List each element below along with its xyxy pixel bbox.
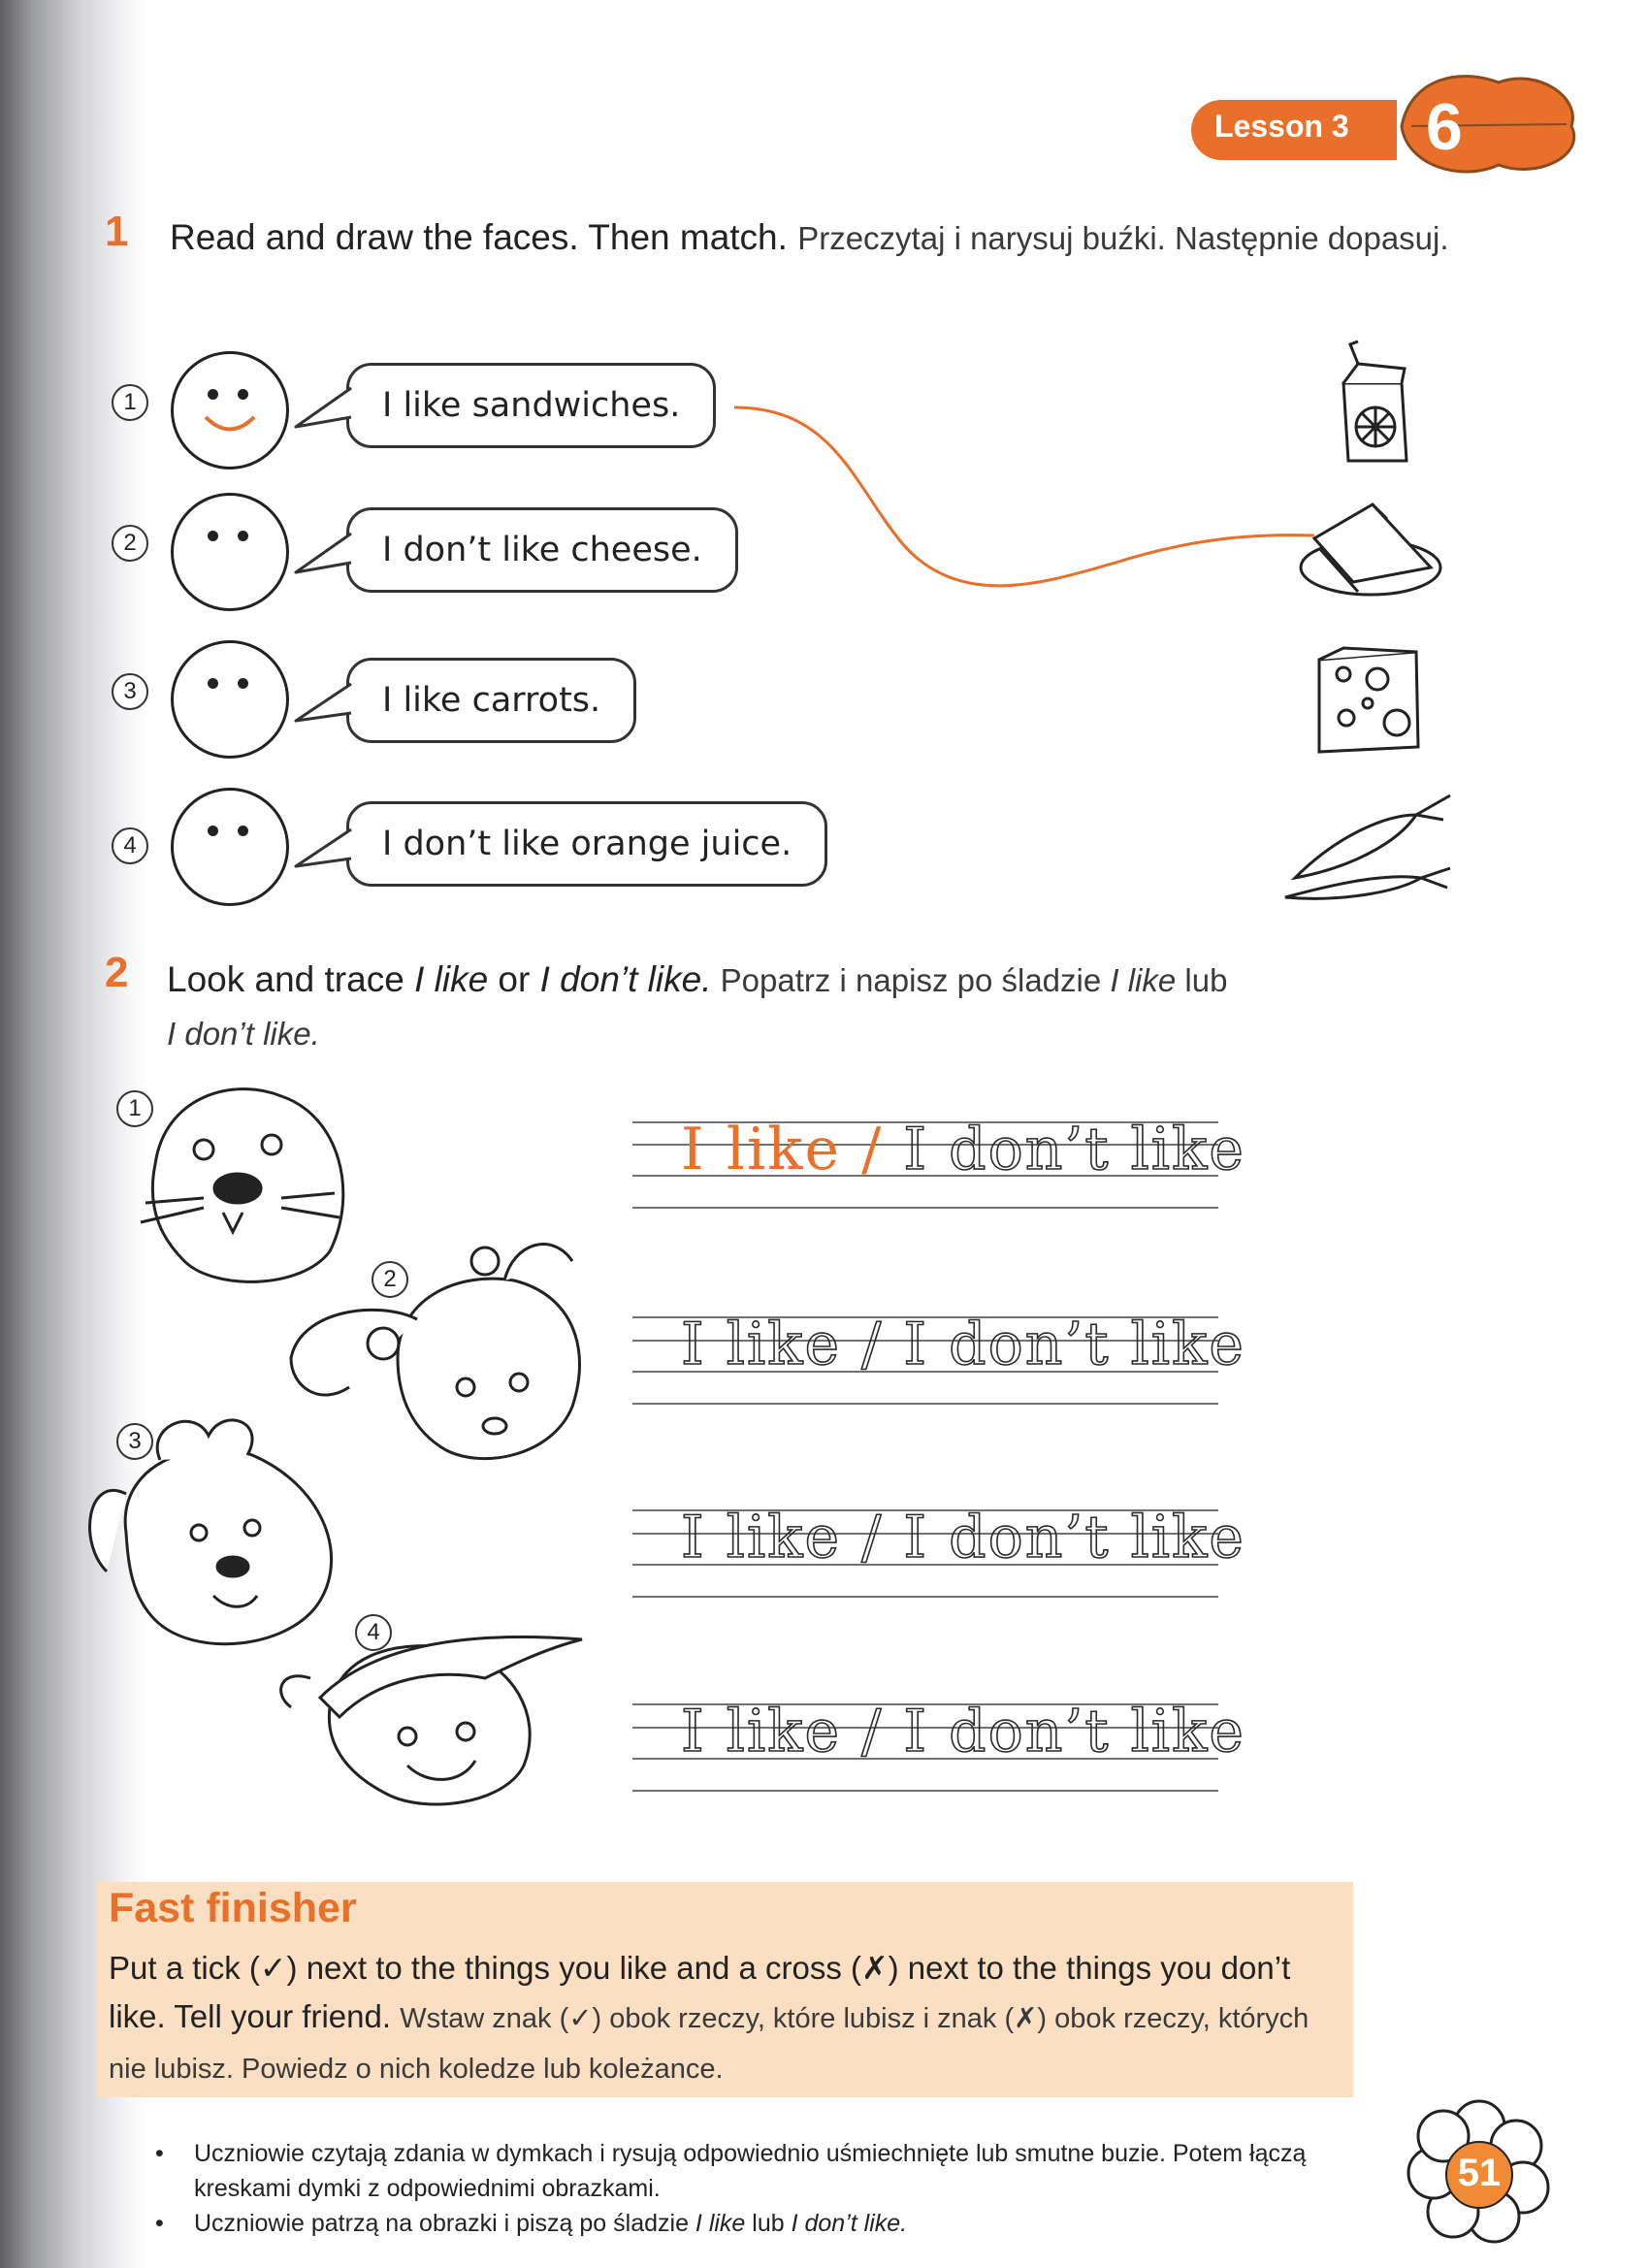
item-number: 3 <box>112 673 148 710</box>
trace-dontlike: I don’t like <box>903 1116 1245 1183</box>
trace-separator: / <box>841 1311 904 1378</box>
teacher-note-text: Uczniowie patrzą na obrazki i piszą po śladzie <box>194 2210 695 2237</box>
trace-like: I like <box>681 1504 842 1571</box>
item-number: 2 <box>372 1261 408 1298</box>
item-number: 3 <box>116 1423 153 1460</box>
teacher-note-text: lub <box>745 2210 792 2237</box>
exercise-number: 1 <box>105 208 129 255</box>
item-number: 4 <box>355 1614 392 1651</box>
instruction-pl-part: Popatrz i napisz po śladzie <box>711 962 1111 998</box>
trace-separator: / <box>841 1116 904 1183</box>
speech-bubble[interactable]: I like carrots. <box>346 658 636 743</box>
trace-like: I like <box>681 1311 842 1378</box>
instruction-en-italic: I don’t like. <box>539 959 712 999</box>
trace-dontlike: I don’t like <box>903 1504 1245 1571</box>
unit-number: 6 <box>1426 90 1463 164</box>
fast-finisher-pl: Wstaw znak (✓) obok rzeczy, które lubisz i znak (✗) obok rzeczy, których nie lubisz. Powiedz o nich koledze lub koleżance. <box>109 2003 1310 2085</box>
bullet-icon: • <box>155 2210 164 2237</box>
page-number: 51 <box>1457 2152 1502 2194</box>
lesson-label: Lesson 3 <box>1214 109 1349 144</box>
instruction-pl: Przeczytaj i narysuj buźki. Następnie dopasuj. <box>797 220 1449 256</box>
trace-dontlike: I don’t like <box>903 1311 1245 1378</box>
instruction-en-italic: I like <box>414 959 489 999</box>
teacher-note-italic: I don’t like. <box>791 2210 908 2237</box>
instruction-pl-italic: I don’t like. <box>167 1016 320 1052</box>
trace-separator: / <box>841 1698 904 1766</box>
trace-dontlike: I don’t like <box>903 1698 1245 1766</box>
trace-separator: / <box>841 1504 904 1571</box>
item-number: 1 <box>112 384 148 421</box>
exercise-number: 2 <box>105 949 129 996</box>
bullet-icon: • <box>155 2140 164 2167</box>
traced-like: I like <box>681 1116 842 1183</box>
speech-bubble[interactable]: I don’t like cheese. <box>346 507 738 593</box>
instruction-en-part: Look and trace <box>167 959 415 999</box>
teacher-note-italic: I like <box>695 2210 746 2237</box>
instruction-pl-part: lub <box>1176 962 1228 998</box>
instruction-en: Read and draw the faces. Then match. <box>170 217 788 257</box>
instruction-en-part: or <box>488 959 540 999</box>
teacher-note-text: Uczniowie czytają zdania w dymkach i rysują odpowiednio uśmiechnięte lub smutne buzie. Potem łączą kreskami dymki z odpowiednimi obrazkami. <box>194 2140 1307 2202</box>
fast-finisher-title: Fast finisher <box>109 1885 357 1931</box>
item-number: 4 <box>112 827 148 864</box>
item-number: 1 <box>116 1090 153 1127</box>
speech-bubble[interactable]: I like sandwiches. <box>346 363 716 448</box>
trace-like: I like <box>681 1698 842 1766</box>
instruction-pl-italic: I like <box>1110 962 1177 998</box>
item-number: 2 <box>112 525 148 562</box>
fast-finisher-en: Put a tick (✓) next to the things you like and a cross (✗) next to the things you don’t like. Tell your friend. <box>109 1950 1291 2034</box>
speech-bubble[interactable]: I don’t like orange juice. <box>346 801 827 887</box>
